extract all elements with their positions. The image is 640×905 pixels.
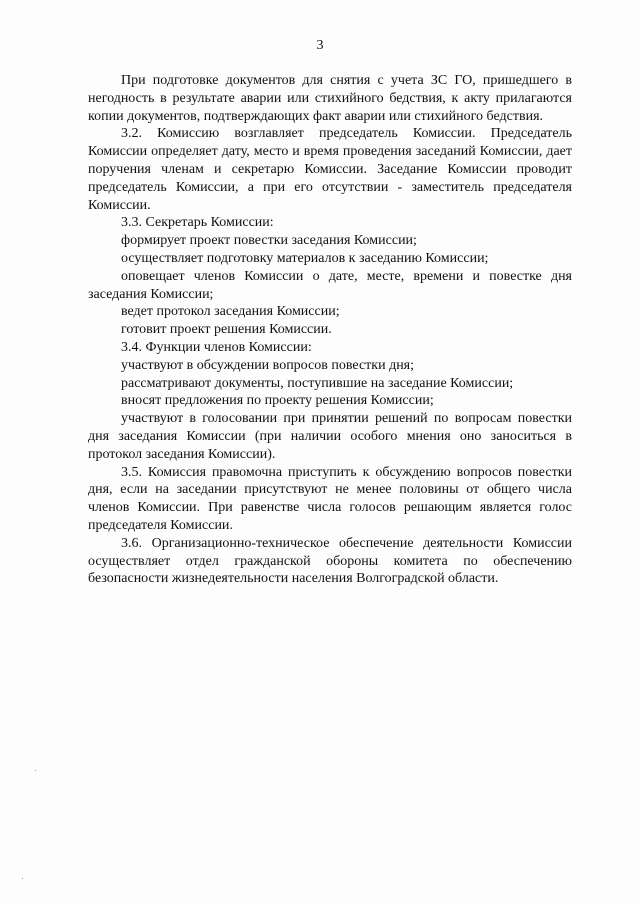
member-function-proposals: вносят предложения по проекту решения Комиссии; — [121, 393, 434, 409]
scan-speck — [35, 770, 36, 771]
paragraph-3-5-quorum: 3.5. Комиссия правомочна приступить к обсуждению вопросов повестки дня, если на заседании присутствуют не менее половины от общего числа членов Комиссии. При равенстве числа голосов решающим является голос председателя Комиссии. — [88, 464, 572, 533]
member-function-review-documents: рассматривают документы, поступившие на заседание Комиссии; — [121, 375, 514, 391]
paragraph-deregistration-docs: При подготовке документов для снятия с учета ЗС ГО, пришедшего в негодность в результате аварии или стихийного бедствия, к акту прилагаются копии документов, подтверждающих факт аварии или стихийного бедствия. — [88, 73, 572, 124]
secretary-duty-notify-members: оповещает членов Комиссии о дате, месте, времени и повестке дня заседания Комиссии; — [88, 268, 572, 302]
secretary-duty-materials: осуществляет подготовку материалов к заседанию Комиссии; — [121, 250, 489, 266]
page-number: 3 — [316, 38, 324, 53]
paragraph-3-2-chairman: 3.2. Комиссию возглавляет председатель Комиссии. Председатель Комиссии определяет дату, место и время проведения заседаний Комиссии, дает поручения членам и секретарю Комиссии. Заседание Комиссии проводит председатель Комиссии, а при его отсутствии - заместитель председателя Комиссии. — [88, 126, 572, 213]
paragraph-3-6-support: 3.6. Организационно-техническое обеспечение деятельности Комиссии осуществляет отдел гражданской обороны комитета по обеспечению безопасности жизнедеятельности населения Волгоградской области. — [88, 535, 572, 587]
secretary-duty-agenda-draft: формирует проект повестки заседания Комиссии; — [121, 233, 417, 249]
member-function-discussion: участвуют в обсуждении вопросов повестки дня; — [121, 357, 415, 373]
document-body — [88, 72, 572, 588]
secretary-duty-minutes: ведет протокол заседания Комиссии; — [121, 304, 340, 320]
member-function-voting: участвуют в голосовании при принятии решений по вопросам повестки дня заседания Комиссии (при наличии особого мнения оно заноситься в протокол заседания Комиссии). — [88, 411, 572, 462]
paragraph-3-4-members-heading: 3.4. Функции членов Комиссии: — [121, 339, 312, 355]
scan-speck — [22, 878, 23, 879]
secretary-duty-draft-decision: готовит проект решения Комиссии. — [121, 322, 332, 338]
paragraph-3-3-secretary-heading: 3.3. Секретарь Комиссии: — [121, 215, 274, 231]
